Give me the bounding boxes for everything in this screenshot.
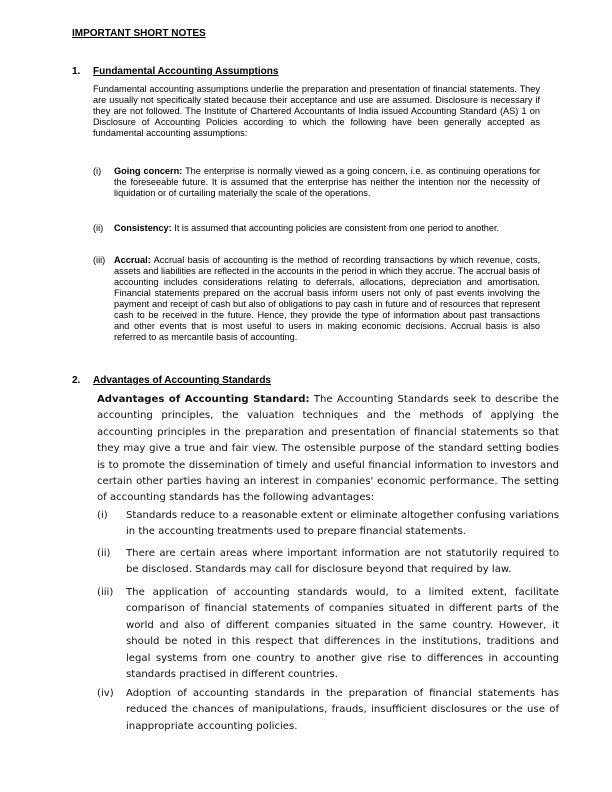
section-title: Fundamental Accounting Assumptions [93, 66, 279, 77]
list-item [97, 585, 559, 683]
term-label: Accrual: [114, 255, 151, 265]
section-title: Advantages of Accounting Standards [93, 375, 271, 386]
list-numeral: (iii) [97, 587, 114, 598]
intro-text: The Accounting Standards seek to describe the accounting principles, the valuation techniques and the methods of applying the accounting principles in the preparation and presentation of financial statements so that they may give a true and fair view. The ostensible purpose of the standard setting bodies is to promote the dissemination of timely and useful financial information to investors and certain other parties having an interest in companies' economic performance. The setting of accounting standards has the following advantages: [97, 394, 559, 504]
item-text: There are certain areas where important information are not statutorily required to be disclosed. Standards may call for disclosure beyond that required by law. [126, 548, 559, 576]
item-text: The application of accounting standards would, to a limited extent, facilitate comparison of financial statements of companies situated in different parts of the world and also of different companies situated in the same country. However, it should be noted in this respect that differences in the institutions, traditions and legal systems from one country to another give rise to differences in accounting standards practised in different countries. [126, 587, 559, 681]
item-text: Accrual basis of accounting is the method of recording transactions by which revenue, costs, assets and liabilities are reflected in the accounts in the period in which they accrue. The accrual basis of accounting includes considerations relating to deferrals, allocations, depreciation and amortisation. Financial statements prepared on the accrual basis inform users not only of past events involving the payment and receipt of cash but also of obligations to pay cash in future and of resources that represent cash to be received in the future. Hence, they provide the type of information about past transactions and other events that is most useful to users in making economic decisions. Accrual basis is also referred to as mercantile basis of accounting. [114, 255, 540, 342]
list-item [93, 223, 540, 234]
item-text: The enterprise is normally viewed as a going concern, i.e. as continuing operations for the foreseeable future. It is assumed that the enterprise has neither the intention nor the necessity of liquidation or of curtailing materially the scale of the operations. [114, 166, 540, 198]
list-item [93, 255, 540, 343]
list-item [97, 546, 559, 579]
list-numeral: (ii) [97, 548, 111, 559]
term-label: Going concern: [114, 166, 183, 176]
item-text: It is assumed that accounting policies are consistent from one period to another. [174, 223, 500, 233]
section-2-intro [97, 392, 559, 507]
list-item [97, 508, 559, 541]
list-numeral: (iii) [93, 255, 106, 265]
list-item [93, 166, 540, 199]
item-text: Standards reduce to a reasonable extent or eliminate altogether confusing variations in the accounting treatments used to prepare financial statements. [126, 510, 559, 538]
list-numeral: (i) [97, 510, 108, 521]
list-item [97, 686, 559, 735]
list-numeral: (iv) [97, 688, 114, 699]
item-text: Adoption of accounting standards in the preparation of financial statements has reduced the chances of manipulations, frauds, insufficient disclosures or the use of inappropriate accounting policies. [126, 688, 559, 732]
section-number: 1. [72, 66, 81, 77]
section-1-intro: Fundamental accounting assumptions underlie the preparation and presentation of financial statements. They are usually not specifically stated because their acceptance and use are assumed. Disclosure is necessary if they are not followed. The Institute of Chartered Accountants of India issued Accounting Standard (AS) 1 on Disclosure of Accounting Policies according to which the following have been generally accepted as fundamental accounting assumptions: [93, 84, 540, 138]
term-label: Consistency: [114, 223, 172, 233]
list-numeral: (ii) [93, 223, 104, 233]
page-title: IMPORTANT SHORT NOTES [72, 28, 206, 39]
list-numeral: (i) [93, 166, 102, 176]
section-number: 2. [72, 375, 81, 386]
lead-label: Advantages of Accounting Standard: [97, 394, 310, 405]
